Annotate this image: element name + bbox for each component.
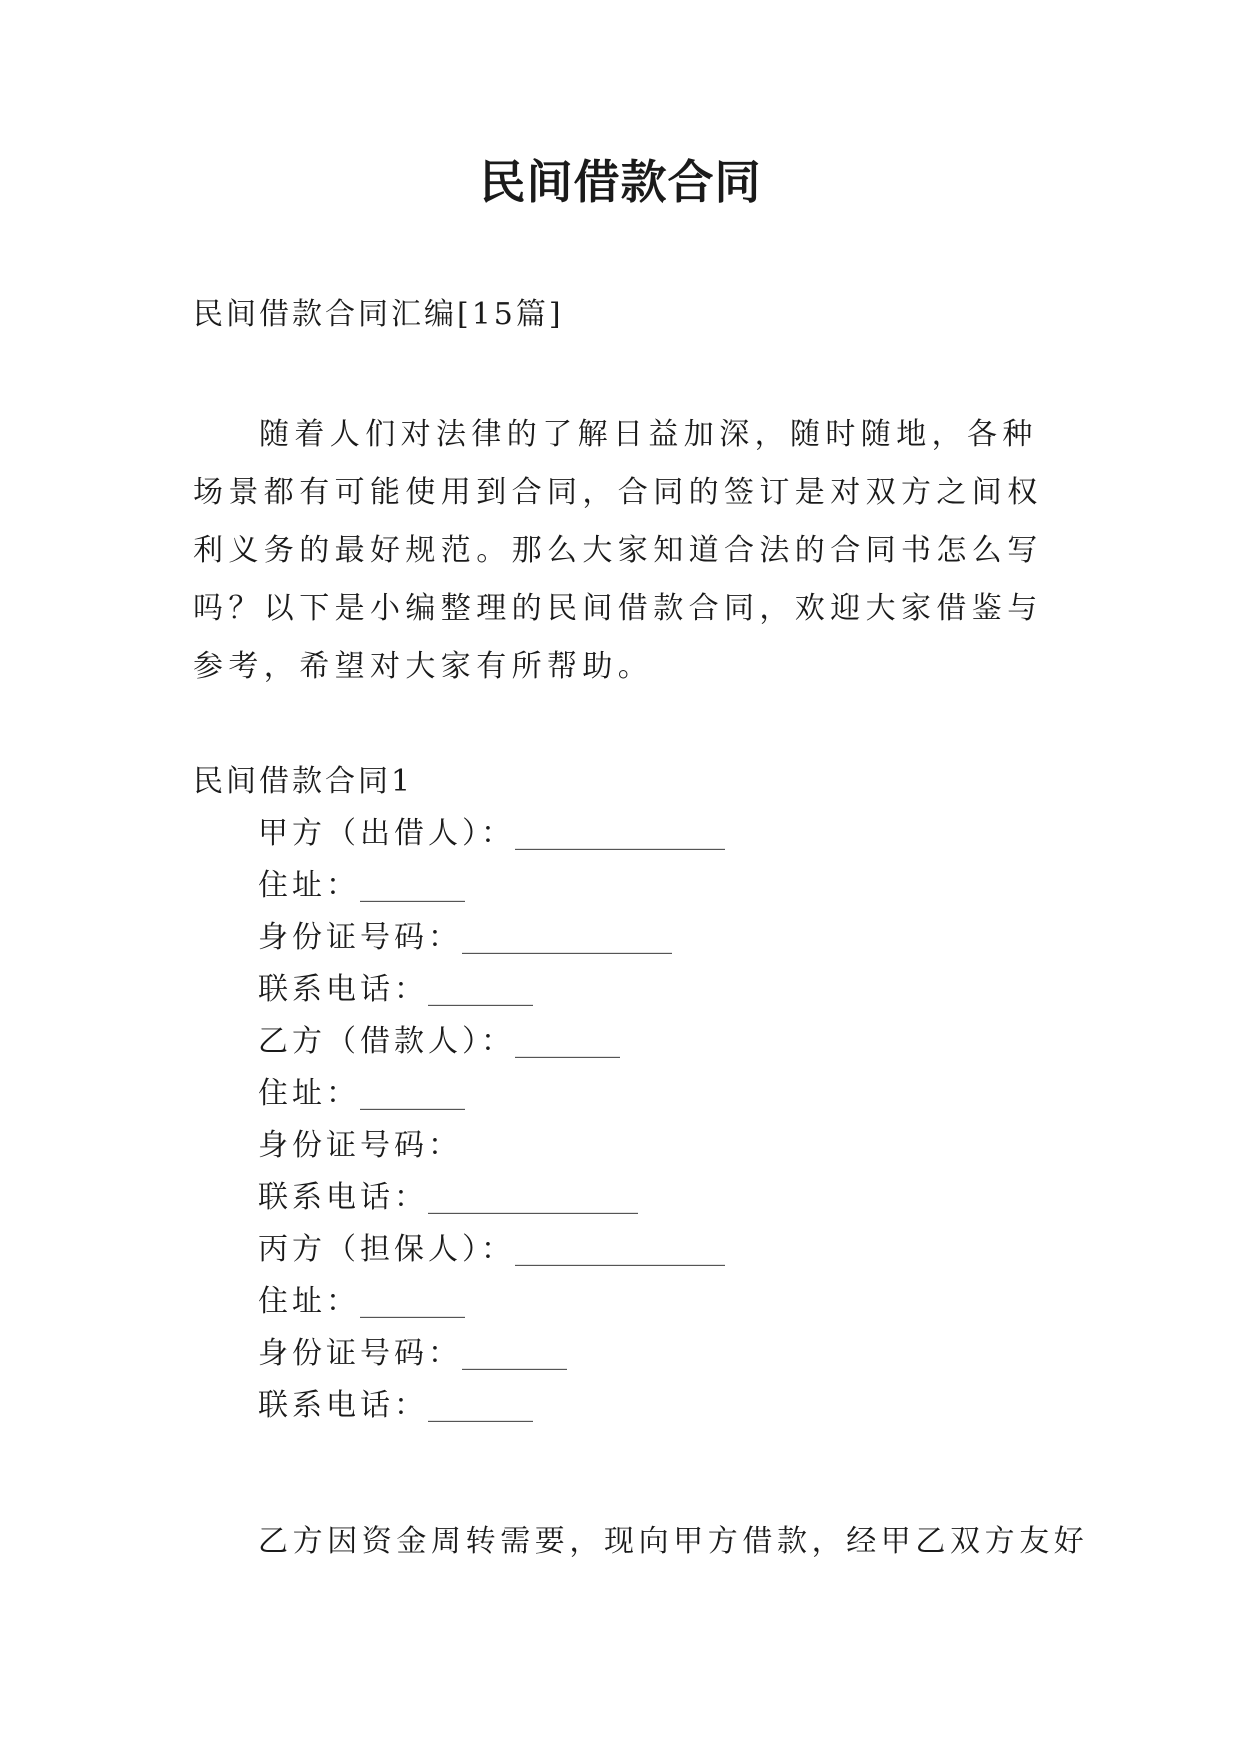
borrower-address-field: 住址：_______ — [258, 1076, 465, 1111]
document-title: 民间借款合同 — [479, 155, 762, 209]
intro-paragraph: 随着人们对法律的了解日益加深，随时随地，各种场景都有可能使用到合同，合同的签订是对双方之间权利义务的最好规范。那么大家知道合法的合同书怎么写吗？以下是小编整理的民间借款合同，欢迎大家借鉴与参考，希望对大家有所帮助。 — [193, 417, 1043, 684]
guarantor-phone-field: 联系电话：_______ — [258, 1388, 533, 1423]
lender-phone-field: 联系电话：_______ — [258, 972, 533, 1007]
fill-blank: _______ — [360, 1076, 465, 1111]
fill-blank: ______________ — [515, 816, 725, 851]
guarantor-address-field: 住址：_______ — [258, 1284, 465, 1319]
lender-id-field: 身份证号码：______________ — [258, 920, 672, 955]
fill-blank: ______________ — [515, 1232, 725, 1267]
document-subtitle: 民间借款合同汇编[15篇] — [193, 297, 564, 332]
lender-address-field: 住址：_______ — [258, 868, 465, 903]
fill-blank: _______ — [360, 868, 465, 903]
guarantor-name-field: 丙方（担保人）：______________ — [258, 1232, 725, 1267]
fill-blank: _______ — [515, 1024, 620, 1059]
borrower-phone-field: 联系电话：______________ — [258, 1180, 638, 1215]
fill-blank: ______________ — [428, 1180, 638, 1215]
fill-blank: _______ — [428, 972, 533, 1007]
fill-blank: ______________ — [462, 920, 672, 955]
guarantor-id-field: 身份证号码：_______ — [258, 1336, 567, 1371]
borrower-id-field: 身份证号码： — [258, 1128, 462, 1163]
fill-blank: _______ — [462, 1336, 567, 1371]
body-paragraph-start: 乙方因资金周转需要，现向甲方借款，经甲乙双方友好 — [258, 1524, 1089, 1559]
section-heading: 民间借款合同1 — [193, 764, 414, 799]
fill-blank: _______ — [360, 1284, 465, 1319]
borrower-name-field: 乙方（借款人）：_______ — [258, 1024, 620, 1059]
lender-name-field: 甲方（出借人）：______________ — [258, 816, 725, 851]
fill-blank: _______ — [428, 1388, 533, 1423]
